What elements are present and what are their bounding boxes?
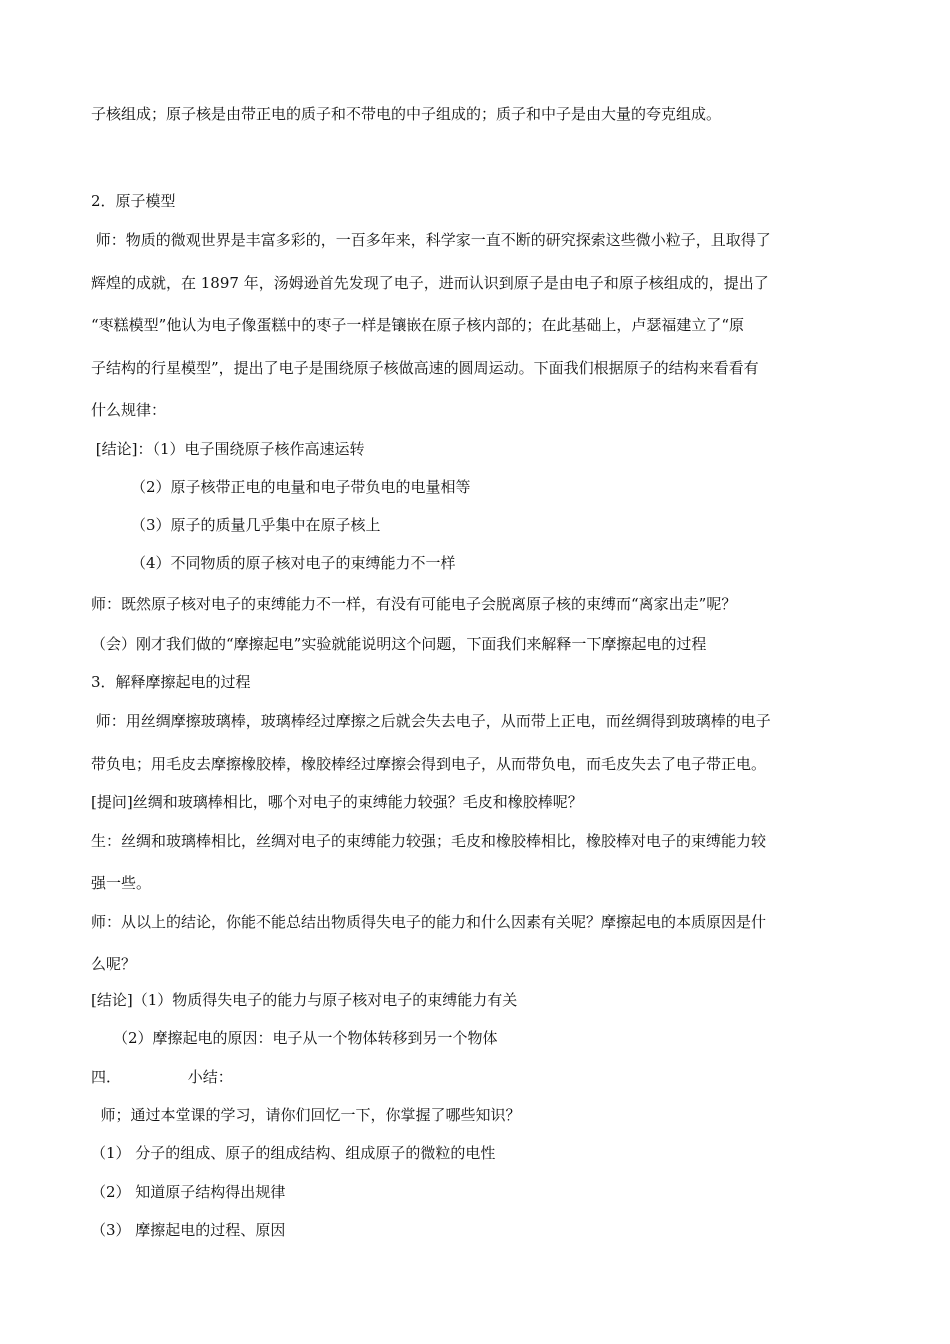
text-line: （会）刚才我们做的“摩擦起电”实验就能说明这个问题，下面我们来解释一下摩擦起电的过程 bbox=[91, 635, 707, 653]
text-line: 子核组成；原子核是由带正电的质子和不带电的中子组成的；质子和中子是由大量的夸克组成。 bbox=[91, 105, 722, 123]
text-line: 什么规律： bbox=[91, 401, 167, 419]
conclusion-item: （2）原子核带正电的电量和电子带负电的电量相等 bbox=[131, 478, 471, 496]
section-heading: 3．解释摩擦起电的过程 bbox=[91, 673, 251, 691]
text-line: 辉煌的成就，在 1897 年，汤姆逊首先发现了电子，进而认识到原子是由电子和原子核组成的，提出了 bbox=[91, 274, 769, 292]
conclusion-line: [结论]（1）物质得失电子的能力与原子核对电子的束缚能力有关 bbox=[91, 991, 518, 1009]
text-line: 带负电；用毛皮去摩擦橡胶棒，橡胶棒经过摩擦会得到电子，从而带负电，而毛皮失去了电子带正电。 bbox=[91, 755, 767, 773]
text-line: 师；通过本堂课的学习，请你们回忆一下，你掌握了哪些知识？ bbox=[91, 1106, 521, 1124]
summary-item: （3） 摩擦起电的过程、原因 bbox=[91, 1221, 286, 1239]
summary-item: （1） 分子的组成、原子的组成结构、组成原子的微粒的电性 bbox=[91, 1144, 496, 1162]
text-line: 么呢？ bbox=[91, 955, 137, 973]
conclusion-line: [结论]：（1）电子围绕原子核作高速运转 bbox=[91, 440, 365, 458]
section-heading: 2．原子模型 bbox=[91, 192, 176, 210]
conclusion-item: （3）原子的质量几乎集中在原子核上 bbox=[131, 516, 381, 534]
conclusion-item: （4）不同物质的原子核对电子的束缚能力不一样 bbox=[131, 554, 456, 572]
text-line: 师：物质的微观世界是丰富多彩的，一百多年来，科学家一直不断的研究探索这些微小粒子，且取得了 bbox=[91, 231, 771, 249]
text-line: 子结构的行星模型”，提出了电子是围绕原子核做高速的圆周运动。下面我们根据原子的结构来看看有 bbox=[91, 359, 759, 377]
summary-item: （2） 知道原子结构得出规律 bbox=[91, 1183, 286, 1201]
text-line: “枣糕模型”他认为电子像蛋糕中的枣子一样是镶嵌在原子核内部的；在此基础上，卢瑟福建立了“原 bbox=[91, 316, 745, 334]
text-line: 师：从以上的结论，你能不能总结出物质得失电子的能力和什么因素有关呢？摩擦起电的本质原因是什 bbox=[91, 913, 767, 931]
text-line: 师：既然原子核对电子的束缚能力不一样，有没有可能电子会脱离原子核的束缚而“离家出走”呢？ bbox=[91, 595, 737, 613]
text-line: 强一些。 bbox=[91, 874, 152, 892]
question-line: [提问]丝绸和玻璃棒相比，哪个对电子的束缚能力较强？毛皮和橡胶棒呢？ bbox=[91, 793, 583, 811]
section-heading: 四． 小结： bbox=[91, 1068, 233, 1086]
text-line: 生：丝绸和玻璃棒相比，丝绸对电子的束缚能力较强；毛皮和橡胶棒相比，橡胶棒对电子的束缚能力较 bbox=[91, 832, 767, 850]
conclusion-item: （2）摩擦起电的原因：电子从一个物体转移到另一个物体 bbox=[113, 1029, 498, 1047]
text-line: 师：用丝绸摩擦玻璃棒，玻璃棒经过摩擦之后就会失去电子，从而带上正电，而丝绸得到玻璃棒的电子 bbox=[91, 712, 771, 730]
